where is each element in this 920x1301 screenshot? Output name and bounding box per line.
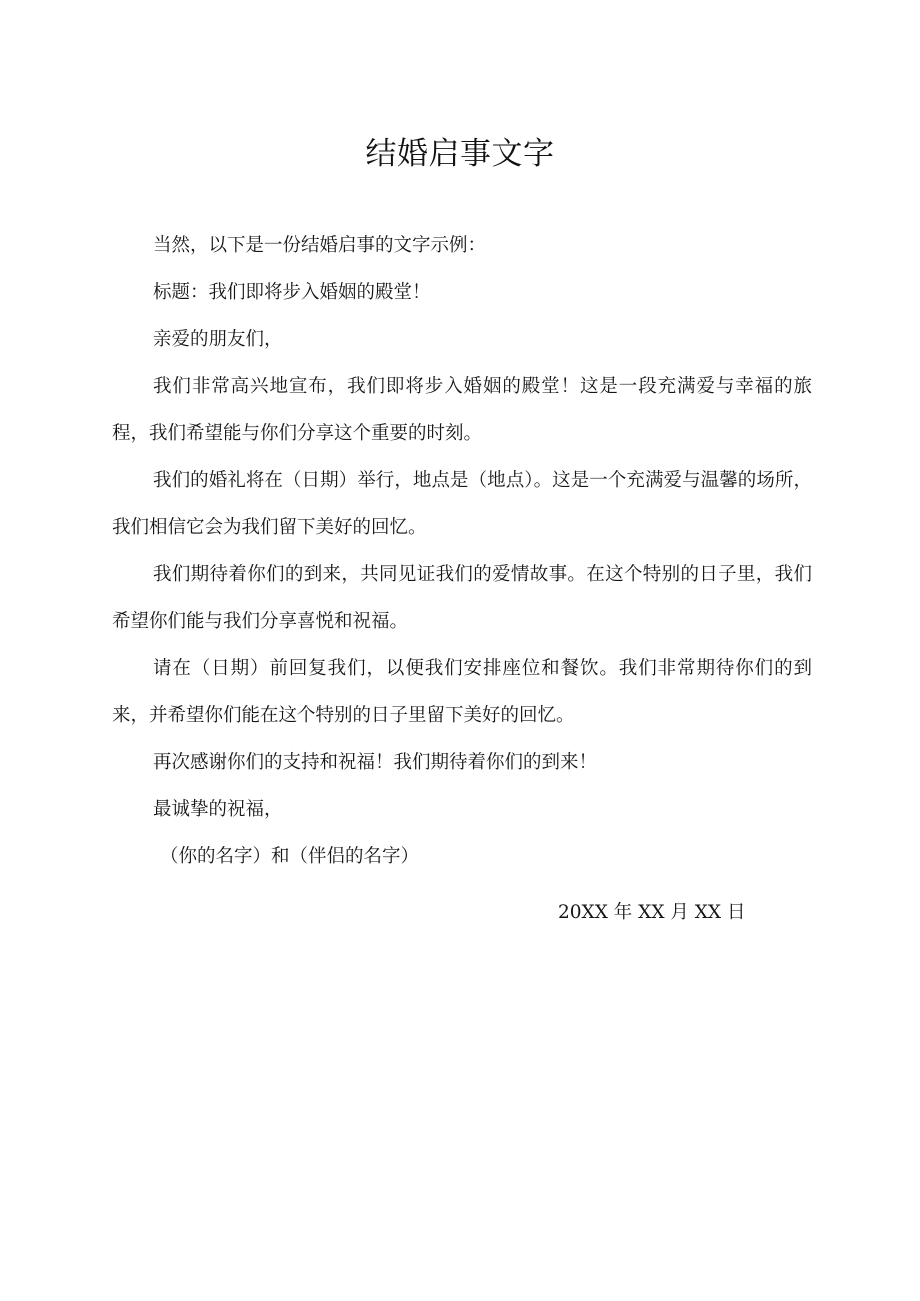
thanks-paragraph: 再次感谢你们的支持和祝福！我们期待着你们的到来！ bbox=[153, 752, 598, 773]
rsvp-paragraph: 请在（日期）前回复我们，以便我们安排座位和餐饮。我们非常期待你们的到来，并希望你们能在这个特别的日子里留下美好的回忆。 bbox=[112, 658, 812, 726]
heading-line: 标题：我们即将步入婚姻的殿堂！ bbox=[153, 282, 431, 303]
date-line: 20XX 年 XX 月 XX 日 bbox=[558, 902, 746, 923]
ceremony-details-paragraph: 我们的婚礼将在（日期）举行，地点是（地点）。这是一个充满爱与温馨的场所，我们相信它会为我们留下美好的回忆。 bbox=[112, 470, 812, 538]
salutation: 亲爱的朋友们， bbox=[153, 329, 283, 350]
invitation-paragraph: 我们期待着你们的到来，共同见证我们的爱情故事。在这个特别的日子里，我们希望你们能与我们分享喜悦和祝福。 bbox=[112, 564, 812, 632]
signature-line: （你的名字）和（伴侣的名字） bbox=[160, 846, 420, 867]
closing-line: 最诚挚的祝福， bbox=[153, 799, 283, 820]
document-body bbox=[112, 222, 812, 880]
intro-paragraph: 当然，以下是一份结婚启事的文字示例： bbox=[153, 235, 487, 256]
document-title: 结婚启事文字 bbox=[365, 136, 555, 172]
announcement-paragraph: 我们非常高兴地宣布，我们即将步入婚姻的殿堂！这是一段充满爱与幸福的旅程，我们希望能与你们分享这个重要的时刻。 bbox=[112, 376, 812, 444]
